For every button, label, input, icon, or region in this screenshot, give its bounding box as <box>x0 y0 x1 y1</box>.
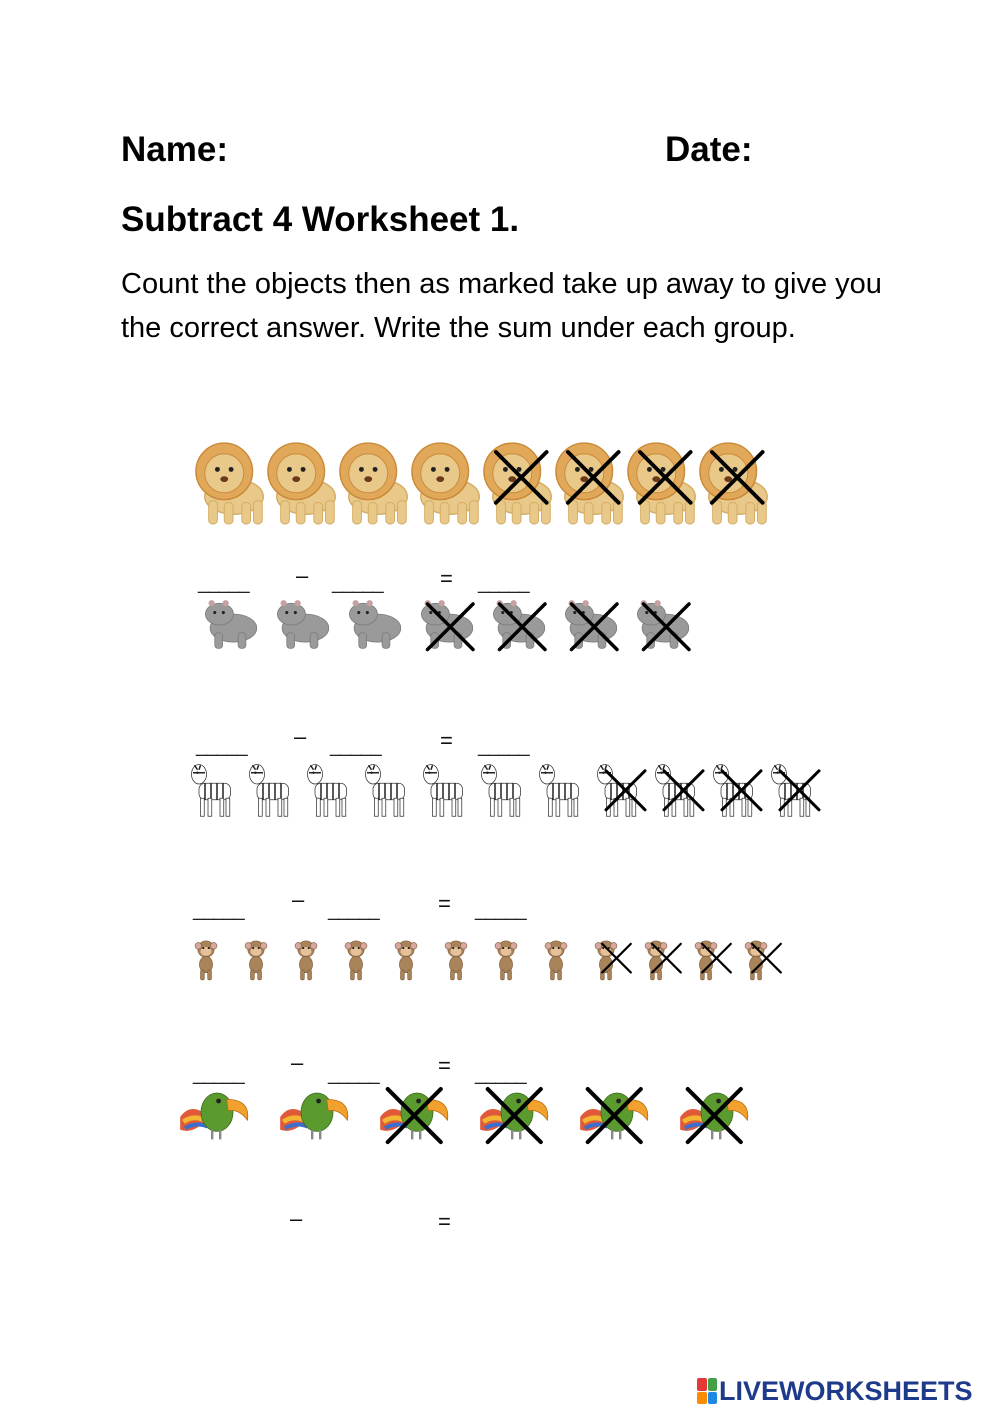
cross-mark-icon <box>700 925 733 991</box>
equals-sign: = <box>440 566 453 591</box>
cross-mark-icon <box>661 758 706 823</box>
cross-mark-icon <box>603 758 648 823</box>
monkey-icon <box>645 925 689 1003</box>
cross-mark-icon <box>636 440 695 515</box>
monkey-icon <box>495 925 539 1003</box>
lion-icon <box>555 440 633 528</box>
zebra-icon <box>538 758 598 834</box>
cross-mark-icon <box>679 1085 750 1146</box>
animal-row-parrots <box>168 1085 788 1181</box>
monkey-icon <box>545 925 589 1003</box>
hippo-icon <box>344 597 414 667</box>
instructions: Count the objects then as marked take up away to give you the correct answer. Write the sum under each group. <box>121 268 882 344</box>
lion-icon <box>195 440 273 528</box>
lion-icon <box>699 440 777 528</box>
lion-icon <box>339 440 417 528</box>
cross-mark-icon <box>600 925 633 991</box>
minus-sign: – <box>292 887 305 912</box>
monkey-icon <box>195 925 239 1003</box>
worksheet-title: Subtract 4 Worksheet 1. <box>121 200 520 239</box>
cross-mark-icon <box>564 440 623 515</box>
zebra-icon <box>596 758 656 834</box>
hippo-icon <box>272 597 342 667</box>
blank-answer[interactable]: _____ <box>330 735 381 757</box>
cross-mark-icon <box>650 925 683 991</box>
parrot-icon <box>568 1085 662 1157</box>
minus-sign: – <box>294 724 307 749</box>
blank-answer[interactable]: _____ <box>198 572 249 594</box>
monkey-icon <box>595 925 639 1003</box>
cross-mark-icon <box>379 1085 450 1146</box>
parrot-icon <box>368 1085 462 1157</box>
equals-sign: = <box>438 891 451 916</box>
cross-mark-icon <box>496 597 549 657</box>
blank-answer[interactable]: _____ <box>475 899 526 921</box>
zebra-icon <box>712 758 772 834</box>
blank-answer[interactable]: _____ <box>193 899 244 921</box>
zebra-icon <box>480 758 540 834</box>
cross-mark-icon <box>424 597 477 657</box>
equals-sign: = <box>438 1209 451 1234</box>
cross-mark-icon <box>579 1085 650 1146</box>
cross-mark-icon <box>777 758 822 823</box>
hippo-icon <box>416 597 486 667</box>
minus-sign: – <box>291 1050 304 1075</box>
parrot-icon <box>168 1085 262 1157</box>
date-label: Date: <box>665 130 753 169</box>
lion-icon <box>411 440 489 528</box>
cross-mark-icon <box>719 758 764 823</box>
cross-mark-icon <box>750 925 783 991</box>
equals-sign: = <box>440 728 453 753</box>
cross-mark-icon <box>492 440 551 515</box>
blank-answer[interactable]: _____ <box>196 735 247 757</box>
zebra-icon <box>654 758 714 834</box>
parrot-icon <box>268 1085 362 1157</box>
monkey-icon <box>695 925 739 1003</box>
blank-answer[interactable]: _____ <box>332 572 383 594</box>
monkey-icon <box>345 925 389 1003</box>
blank-answer[interactable]: _____ <box>478 735 529 757</box>
zebra-icon <box>248 758 308 834</box>
cross-mark-icon <box>479 1085 550 1146</box>
zebra-icon <box>422 758 482 834</box>
minus-sign: – <box>290 1206 303 1231</box>
monkey-icon <box>395 925 439 1003</box>
logo-icon <box>697 1378 717 1404</box>
parrot-icon <box>468 1085 562 1157</box>
animal-row-lions <box>195 440 795 536</box>
logo-text: LIVEWORKSHEETS <box>719 1375 973 1406</box>
parrot-icon <box>668 1085 762 1157</box>
zebra-icon <box>190 758 250 834</box>
minus-sign: – <box>296 563 309 588</box>
zebra-icon <box>364 758 424 834</box>
equals-sign: = <box>438 1053 451 1078</box>
hippo-icon <box>560 597 630 667</box>
animal-row-zebras <box>190 758 850 854</box>
monkey-icon <box>445 925 489 1003</box>
monkey-icon <box>295 925 339 1003</box>
lion-icon <box>627 440 705 528</box>
monkey-icon <box>745 925 789 1003</box>
liveworksheets-logo <box>697 1374 973 1408</box>
lion-icon <box>483 440 561 528</box>
zebra-icon <box>770 758 830 834</box>
blank-answer[interactable]: _____ <box>478 572 529 594</box>
hippo-icon <box>200 597 270 667</box>
blank-answer[interactable]: _____ <box>328 899 379 921</box>
hippo-icon <box>632 597 702 667</box>
lion-icon <box>267 440 345 528</box>
animal-row-monkeys <box>195 925 815 1021</box>
name-label: Name: <box>121 130 228 169</box>
blank-answer[interactable]: _____ <box>475 1063 526 1085</box>
cross-mark-icon <box>708 440 767 515</box>
cross-mark-icon <box>640 597 693 657</box>
hippo-icon <box>488 597 558 667</box>
blank-answer[interactable]: _____ <box>328 1063 379 1085</box>
zebra-icon <box>306 758 366 834</box>
monkey-icon <box>245 925 289 1003</box>
blank-answer[interactable]: _____ <box>193 1063 244 1085</box>
animal-row-hippos <box>200 597 720 693</box>
cross-mark-icon <box>568 597 621 657</box>
